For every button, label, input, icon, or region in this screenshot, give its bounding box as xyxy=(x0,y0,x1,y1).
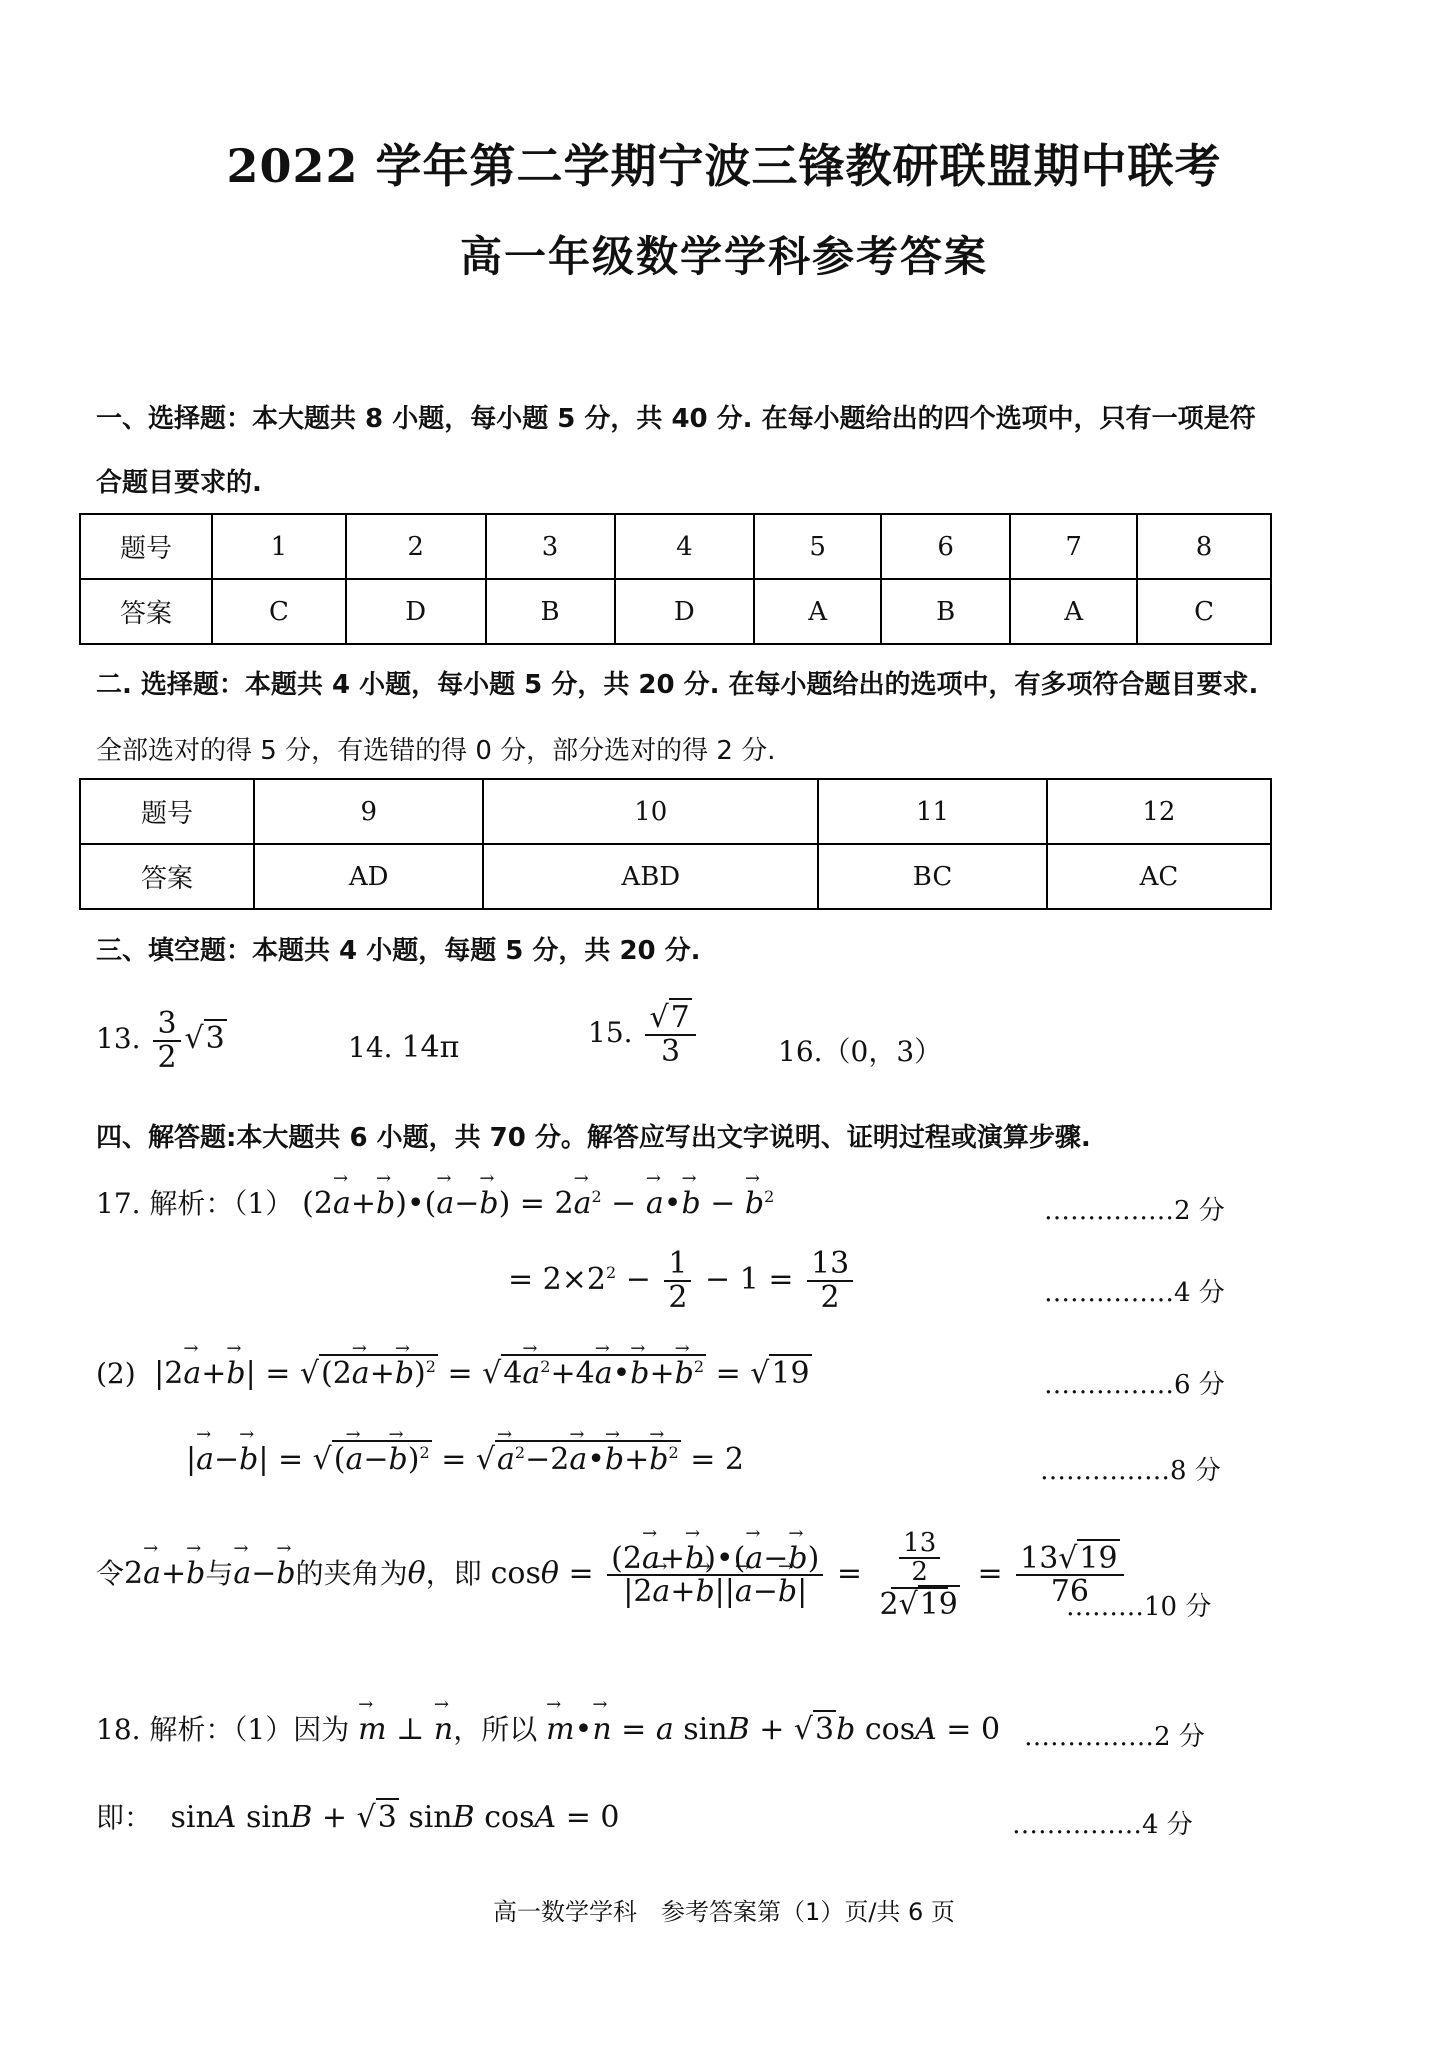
answer-table-2 xyxy=(79,778,1272,910)
answer-cell: B xyxy=(486,579,615,644)
question-number: 5 xyxy=(754,514,881,579)
answer-13-label: 13. xyxy=(96,1022,141,1055)
q18-label: 18. 解析：（1）因为 xyxy=(96,1713,350,1746)
q17-part2-label: (2) xyxy=(96,1357,136,1390)
answer-cell: D xyxy=(346,579,486,644)
answer-16: 16.（0，3） xyxy=(778,1035,943,1068)
answer-cell: AD xyxy=(254,844,483,909)
score-mark: ……………8 分 xyxy=(1040,1456,1221,1486)
question-number: 3 xyxy=(486,514,615,579)
page-footer: 高一数学学科 参考答案第（1）页/共 6 页 xyxy=(493,1898,955,1926)
section3-intro: 三、填空题：本题共 4 小题，每题 5 分，共 20 分. xyxy=(96,936,701,966)
score-mark: ……………4 分 xyxy=(1012,1810,1193,1840)
score-mark: ……………4 分 xyxy=(1044,1278,1225,1308)
score-mark: ……………6 分 xyxy=(1044,1370,1225,1400)
question-number: 4 xyxy=(615,514,755,579)
answer-13: 13. $\frac{3}{2}$ √3 xyxy=(96,1006,225,1075)
question-number: 2 xyxy=(346,514,486,579)
page-subtitle: 高一年级数学学科参考答案 xyxy=(459,232,988,281)
answer-cell: BC xyxy=(818,844,1047,909)
q18-line1: 18. 解析：（1）因为 → m ⊥ → n，所以 → m•→ n = a sinB + √3b cosA = 0 xyxy=(96,1708,1000,1748)
table-header-cell: 题号 xyxy=(80,514,212,579)
answer-cell: D xyxy=(615,579,755,644)
answer-14-value: 14π xyxy=(401,1030,460,1065)
table-header-cell: 答案 xyxy=(80,844,254,909)
page-title: 2022 学年第二学期宁波三锋教研联盟期中联考 xyxy=(226,139,1222,193)
answer-15 xyxy=(588,1002,700,1067)
q17-part2-line1: (2) $|2\to a+\to b| = √(2\to a+\to b)^2 = √4\to a^2+4\to$ a•→ $b+\to b^2 = √19$ xyxy=(96,1356,812,1391)
table-row xyxy=(80,579,1271,644)
answer-14 xyxy=(348,1030,459,1065)
score-mark: ……………2 分 xyxy=(1024,1722,1205,1752)
answer-15-label: 15. xyxy=(588,1016,633,1049)
answer-cell: C xyxy=(1137,579,1271,644)
q17-angle-line: 令2→ a+→ b与→ a−→ b的夹角为θ，即 cosθ = $\frac{(2\to a+\to b)•(\to a-\to b)}{|2\to a+\to b||\to a-\to b|}$ = $\frac{\frac{13}{2}}{2√19}$ = $\frac{13√19}{76}$ xyxy=(96,1530,1128,1620)
text: 与 xyxy=(205,1557,234,1591)
table-row xyxy=(80,844,1271,909)
question-number: 11 xyxy=(818,779,1047,844)
table-row xyxy=(80,514,1271,579)
score-mark: ………10 分 xyxy=(1066,1592,1212,1622)
section2-intro-cont: 全部选对的得 5 分，有选错的得 0 分，部分选对的得 2 分. xyxy=(96,736,776,766)
question-number: 1 xyxy=(212,514,346,579)
answer-cell: ABD xyxy=(483,844,818,909)
text: 的夹角为 xyxy=(295,1557,408,1591)
question-number: 9 xyxy=(254,779,483,844)
score-mark: ……………2 分 xyxy=(1044,1196,1225,1226)
section4-intro: 四、解答题:本大题共 6 小题，共 70 分。解答应写出文字说明、证明过程或演算步骤. xyxy=(96,1123,1091,1153)
answer-table-1 xyxy=(79,513,1272,645)
answer-cell: AC xyxy=(1047,844,1271,909)
q17-part1-line2: = $2\times 2^2$ − $\frac{1}{2}$ − 1 = $\frac{13}{2}$ xyxy=(508,1248,857,1313)
answer-14-label: 14. xyxy=(348,1031,393,1064)
section1-intro-cont: 合题目要求的. xyxy=(96,468,262,498)
q17-part2-line2: |→ a−→ b| = √(→ a−→ b)$^2$ = √→ $a^2-2\to$ a•→ $b+\to b^2 = 2$ xyxy=(186,1442,744,1477)
question-number: 6 xyxy=(881,514,1010,579)
text: ，所以 xyxy=(453,1713,538,1746)
answer-cell: B xyxy=(881,579,1010,644)
q17-label: 17. 解析：（1） xyxy=(96,1187,294,1220)
table-row xyxy=(80,779,1271,844)
table-header-cell: 题号 xyxy=(80,779,254,844)
question-number: 12 xyxy=(1047,779,1271,844)
table-header-cell: 答案 xyxy=(80,579,212,644)
question-number: 8 xyxy=(1137,514,1271,579)
question-number: 7 xyxy=(1010,514,1137,579)
answer-cell: C xyxy=(212,579,346,644)
q17-part1-line1: 17. 解析：（1） (2→ a+→ b)•(→ $a-\to b) = 2\to a^2$ − → a•→ b − → $b^2$ xyxy=(96,1182,774,1222)
q18-ji: 即： xyxy=(96,1801,153,1834)
fraction: $\frac{3}{2}$ xyxy=(153,1008,180,1073)
answer-cell: A xyxy=(1010,579,1137,644)
text: 令 xyxy=(96,1557,125,1591)
q18-line2: 即： sinA sinB + √3 sinB cosA = 0 xyxy=(96,1800,620,1835)
answer-cell: A xyxy=(754,579,881,644)
fraction: $\frac{√7}{3}$ xyxy=(645,1002,695,1067)
section1-intro: 一、选择题：本大题共 8 小题，每小题 5 分，共 40 分. 在每小题给出的四个选项中，只有一项是符 xyxy=(96,404,1256,434)
section2-intro: 二. 选择题：本题共 4 小题，每小题 5 分，共 20 分. 在每小题给出的选项中，有多项符合题目要求. xyxy=(96,670,1259,700)
question-number: 10 xyxy=(483,779,818,844)
text: ，即 xyxy=(425,1557,482,1591)
